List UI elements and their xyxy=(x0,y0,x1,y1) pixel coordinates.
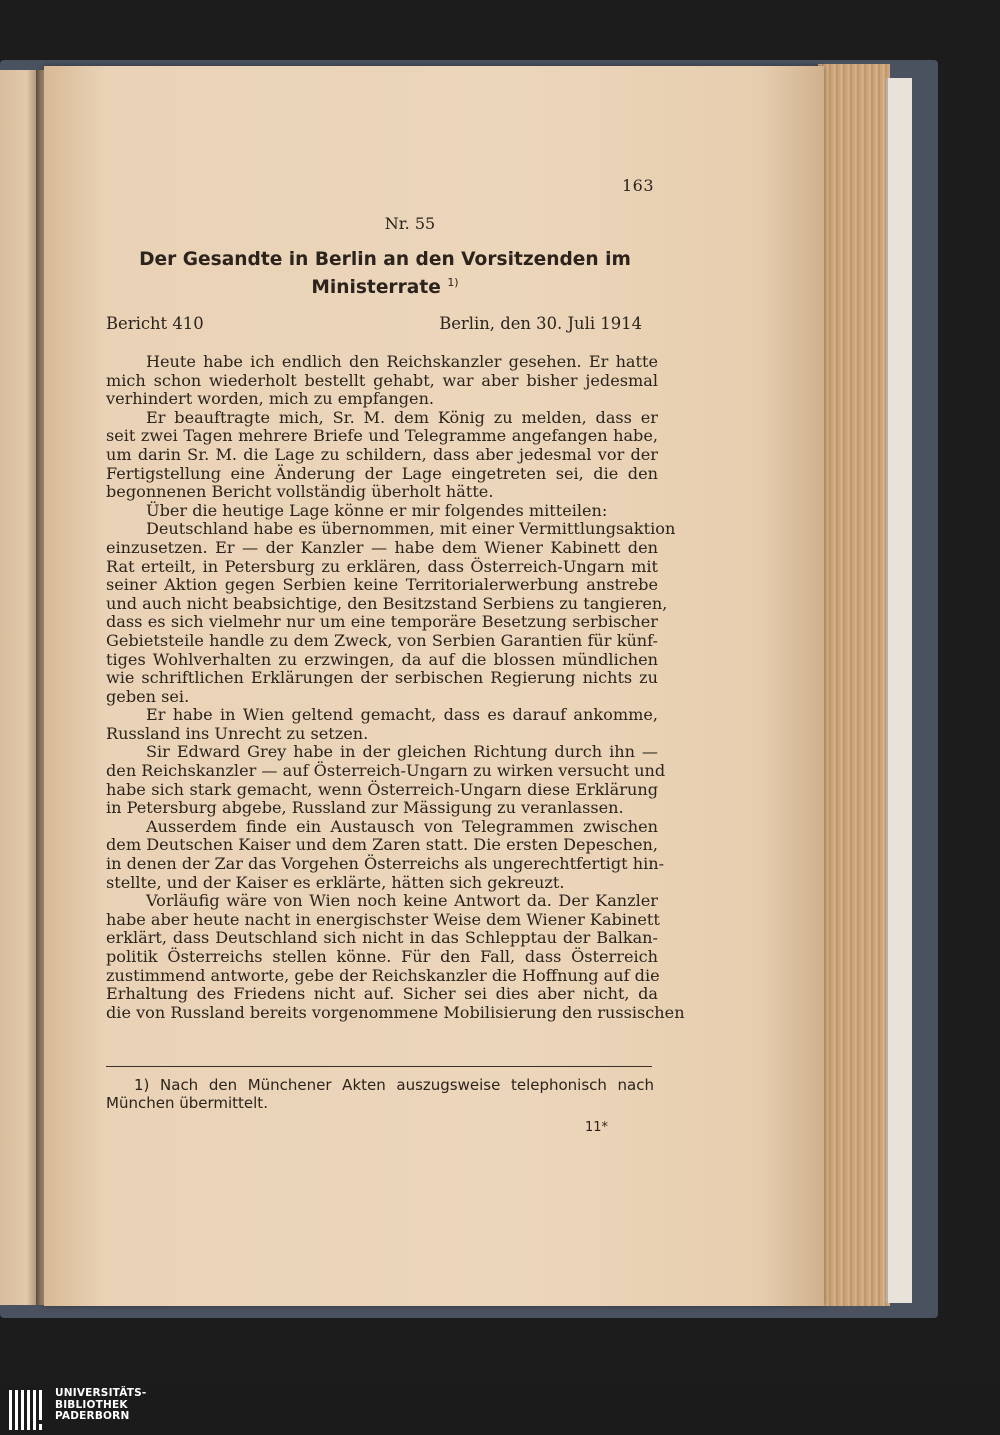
body-line: um darin Sr. M. die Lage zu schildern, dass aber jedesmal vor der xyxy=(106,444,658,464)
body-line: seiner Aktion gegen Serbien keine Territorialerwerbung anstrebe xyxy=(106,575,658,595)
report-label: Bericht 410 xyxy=(106,314,204,333)
footnote-line-2: München übermittelt. xyxy=(106,1094,268,1113)
body-line: Russland ins Unrecht zu setzen. xyxy=(106,723,369,743)
footnote-line-1: 1) Nach den Münchener Akten auszugsweise telephonisch nach xyxy=(134,1076,654,1094)
body-line: Er habe in Wien geltend gemacht, dass es darauf ankomme, xyxy=(146,705,658,725)
body-line: habe aber heute nacht in energischster Weise dem Wiener Kabinett xyxy=(106,909,660,929)
page-number: 163 xyxy=(622,176,655,195)
body-line: in Petersburg abgebe, Russland zur Mässigung zu veranlassen. xyxy=(106,798,624,818)
signature-mark: 11* xyxy=(585,1120,609,1135)
body-line: Ausserdem finde ein Austausch von Telegrammen zwischen xyxy=(146,816,658,836)
body-line: tiges Wohlverhalten zu erzwingen, da auf die blossen mündlichen xyxy=(106,649,658,669)
back-board xyxy=(886,78,912,1303)
body-line: mich schon wiederholt bestellt gehabt, war aber bisher jedesmal xyxy=(106,370,658,390)
page-edges xyxy=(818,64,890,1306)
report-place-date: Berlin, den 30. Juli 1914 xyxy=(439,314,642,333)
body-line: habe sich stark gemacht, wenn Österreich-Ungarn diese Erklärung xyxy=(106,779,658,799)
report-header xyxy=(106,314,642,333)
body-line: zustimmend antworte, gebe der Reichskanzler die Hoffnung auf die xyxy=(106,965,660,985)
footnote-divider xyxy=(106,1066,652,1067)
body-line: verhindert worden, mich zu empfangen. xyxy=(106,389,435,409)
body-line: dass es sich vielmehr nur um eine temporäre Besetzung serbischer xyxy=(106,612,658,632)
body-line: in denen der Zar das Vorgehen Österreichs als ungerechtfertigt hin- xyxy=(106,854,665,874)
body-line: Vorläufig wäre von Wien noch keine Antwort da. Der Kanzler xyxy=(146,891,658,911)
title-line-2: Ministerrate xyxy=(311,277,441,299)
library-name xyxy=(55,1388,146,1423)
library-footer xyxy=(0,1385,1000,1435)
body-line: politik Österreichs stellen könne. Für den Fall, dass Österreich xyxy=(106,947,658,966)
body-line: wie schriftlichen Erklärungen der serbischen Regierung nichts zu xyxy=(106,668,658,688)
body-line: geben sei. xyxy=(106,686,190,706)
body-line: Rat erteilt, in Petersburg zu erklären, dass Österreich-Ungarn mit xyxy=(106,556,658,576)
body-text xyxy=(106,352,685,1022)
body-line: dem Deutschen Kaiser und dem Zaren statt. Die ersten Depeschen, xyxy=(106,835,658,855)
body-line: Er beauftragte mich, Sr. M. dem König zu melden, dass er xyxy=(146,407,658,427)
body-line: erklärt, dass Deutschland sich nicht in das Schlepptau der Balkan- xyxy=(106,928,658,948)
title-footnote-mark: 1) xyxy=(447,276,459,289)
library-name-line-2: BIBLIOTHEK xyxy=(55,1398,128,1411)
body-line: die von Russland bereits vorgenommene Mobilisierung den russischen xyxy=(106,1002,685,1022)
body-line: Deutschland habe es übernommen, mit einer Vermittlungsaktion xyxy=(146,519,676,539)
body-line: stellte, und der Kaiser es erklärte, hätten sich gekreuzt. xyxy=(106,872,565,892)
library-name-line-3: PADERBORN xyxy=(55,1410,130,1422)
body-line: Heute habe ich endlich den Reichskanzler gesehen. Er hatte xyxy=(146,352,658,371)
body-line: Erhaltung des Friedens nicht auf. Sicher sei dies aber nicht, da xyxy=(106,984,658,1004)
document-title xyxy=(110,248,660,299)
body-line: einzusetzen. Er — der Kanzler — habe dem Wiener Kabinett den xyxy=(106,537,658,557)
body-line: Gebietsteile handle zu dem Zweck, von Serbien Garantien für künf- xyxy=(106,630,658,650)
body-line: seit zwei Tagen mehrere Briefe und Telegramme angefangen habe, xyxy=(106,426,658,446)
body-line: Sir Edward Grey habe in der gleichen Richtung durch ihn — xyxy=(146,742,658,762)
library-name-line-1: UNIVERSITÄTS- xyxy=(55,1387,147,1399)
body-line: und auch nicht beabsichtige, den Besitzstand Serbiens zu tangieren, xyxy=(106,593,668,613)
library-logo-icon xyxy=(8,1388,48,1432)
title-line-1: Der Gesandte in Berlin an den Vorsitzenden im xyxy=(139,249,631,270)
body-line: Über die heutige Lage könne er mir folgendes mitteilen: xyxy=(146,500,608,520)
body-line: Fertigstellung eine Änderung der Lage eingetreten sei, die den xyxy=(106,463,658,483)
body-line: den Reichskanzler — auf Österreich-Ungarn zu wirken versucht und xyxy=(106,761,666,781)
footnote xyxy=(106,1076,654,1113)
body-line: begonnenen Bericht vollständig überholt hätte. xyxy=(106,482,494,502)
document-number: Nr. 55 xyxy=(384,214,436,233)
left-page-edge xyxy=(0,70,38,1305)
